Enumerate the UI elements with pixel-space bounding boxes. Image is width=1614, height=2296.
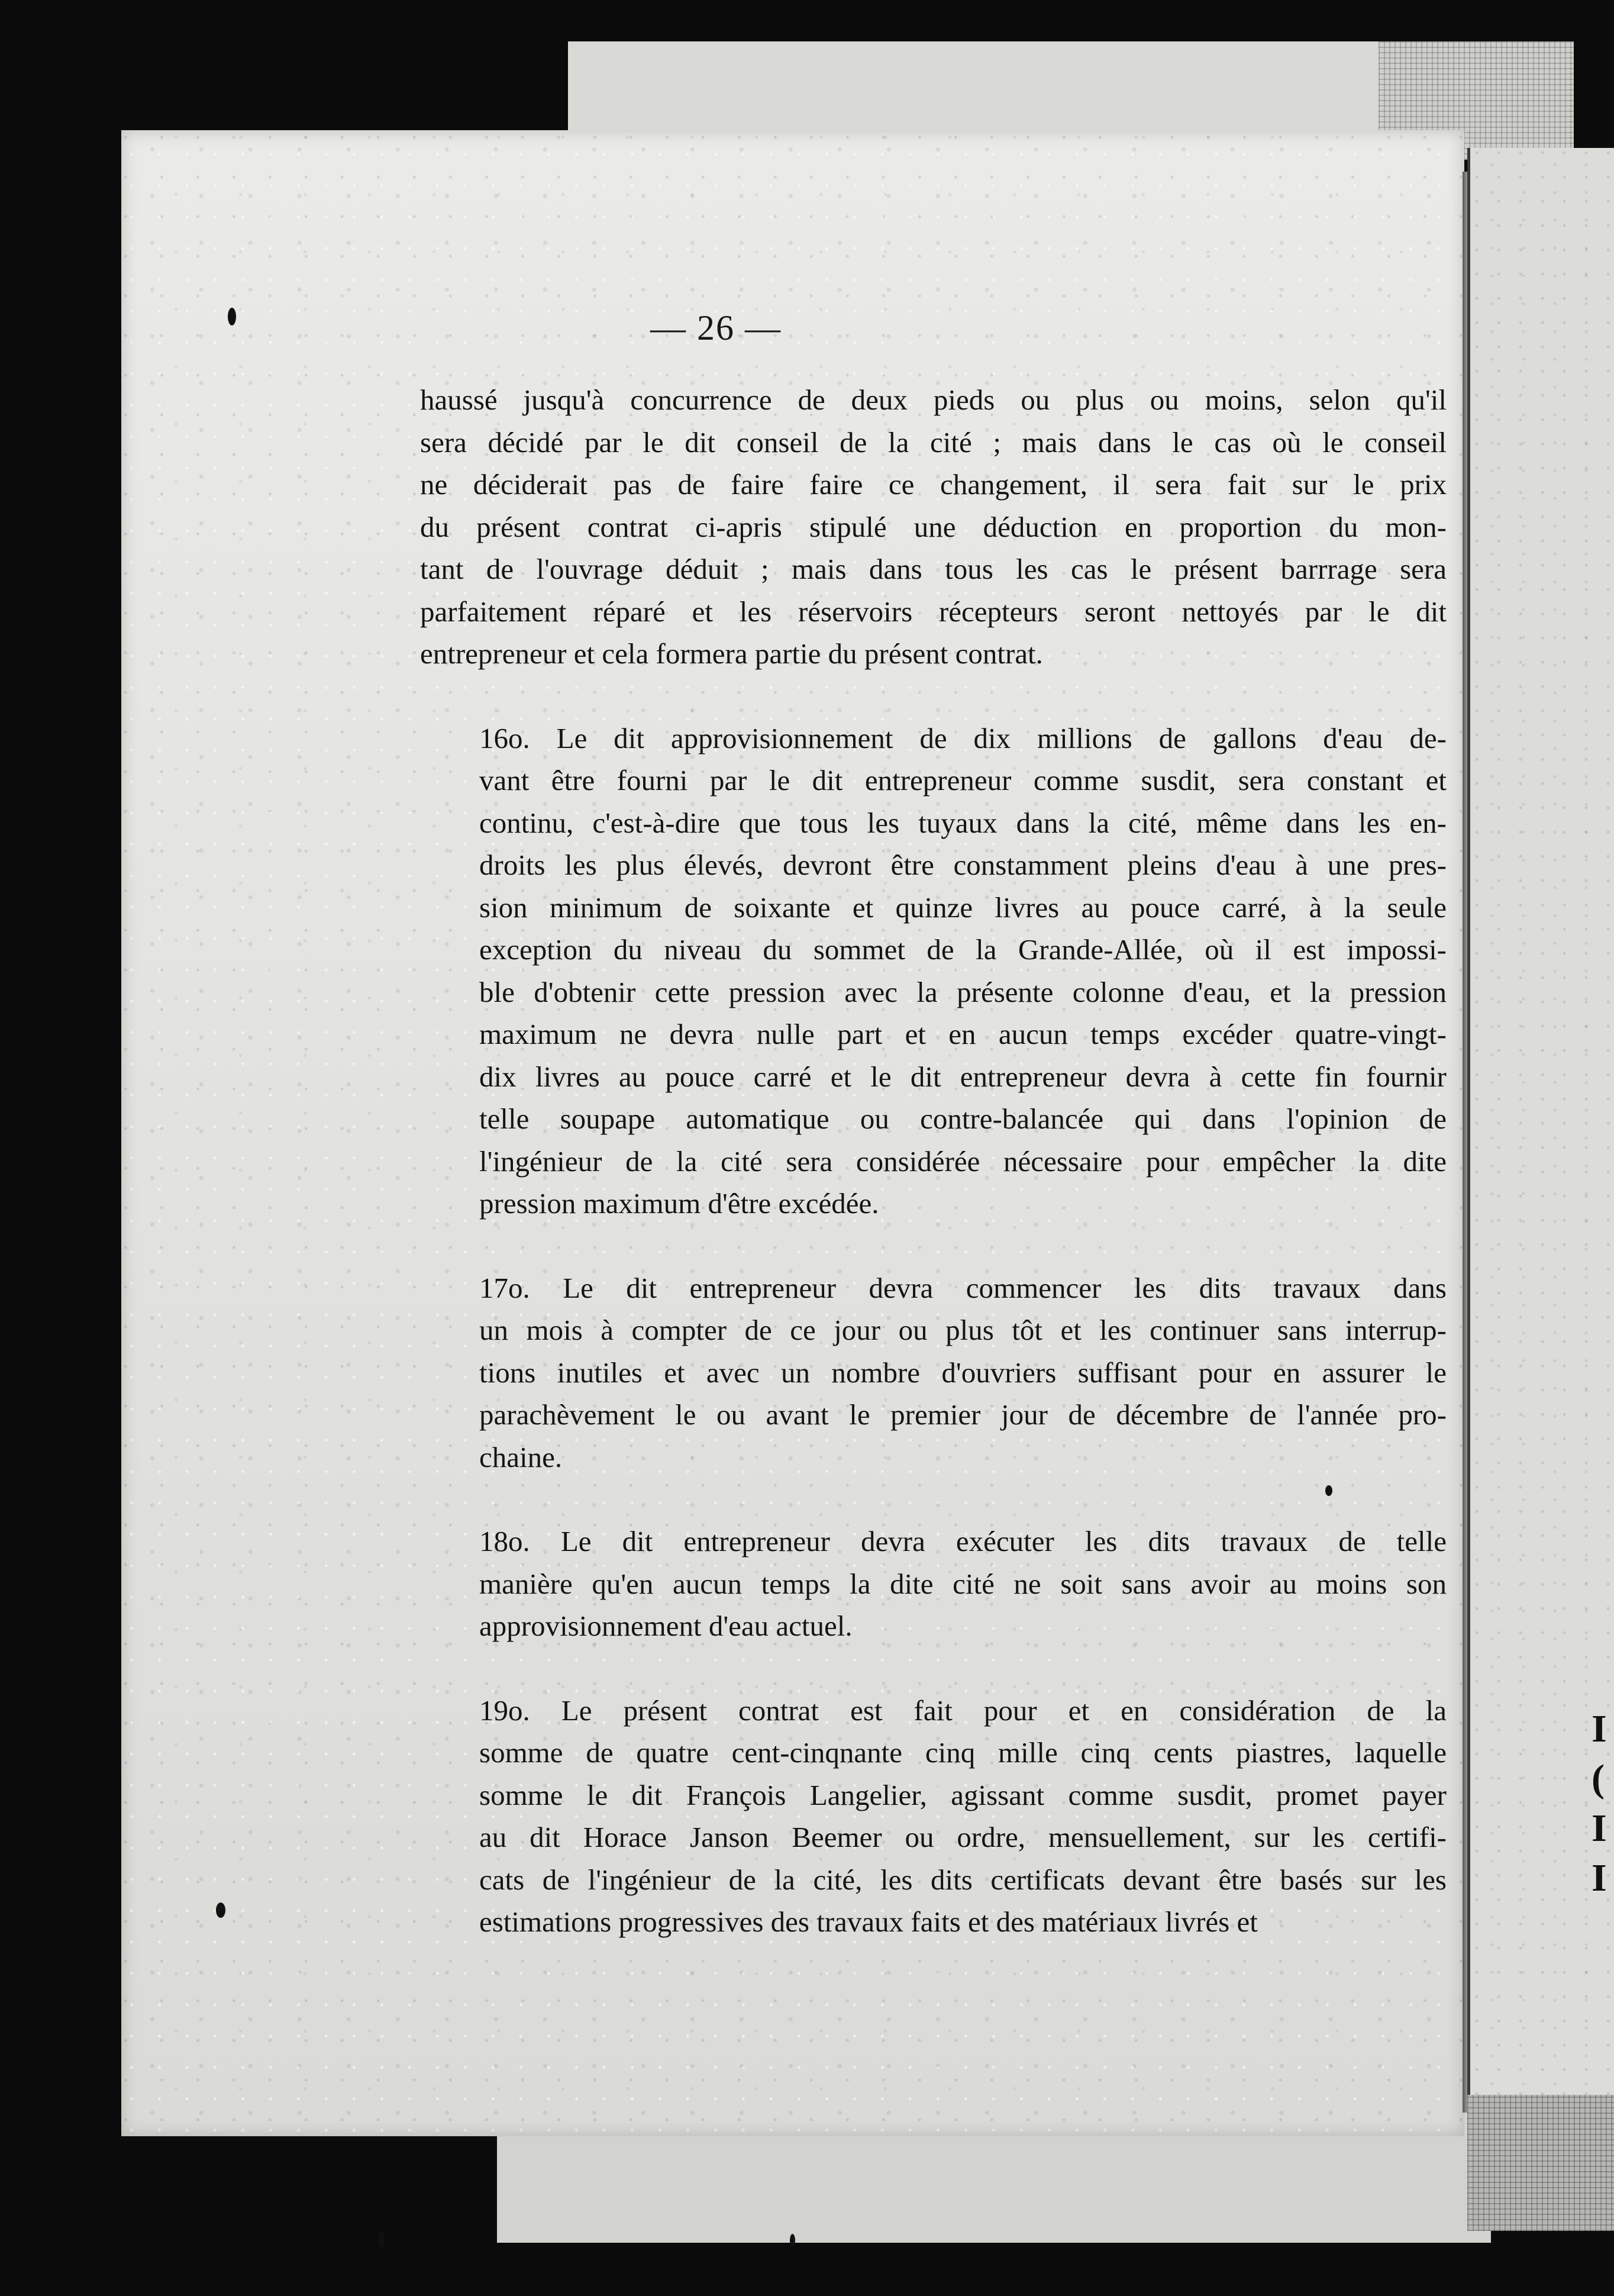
text-line: tant de l'ouvrage déduit ; mais dans tous les cas le présent barrrage sera: [420, 553, 1447, 585]
text-line: haussé jusqu'à concurrence de deux pieds ou plus ou moins, selon qu'il: [420, 383, 1447, 416]
text-line: parachèvement le ou avant le premier jour de décembre de l'année pro-: [479, 1398, 1447, 1431]
text-line: chaine.: [479, 1440, 563, 1473]
text-line: 17o. Le dit entrepreneur devra commencer les dits travaux dans: [479, 1271, 1447, 1304]
text-line: estimations progressives des travaux faits et des matériaux livrés et: [479, 1905, 1258, 1938]
dust-speck: [228, 308, 236, 325]
text-line: 19o. Le présent contrat est fait pour et en considération de la: [479, 1694, 1447, 1727]
text-line: droits les plus élevés, devront être constamment pleins d'eau à une pres-: [479, 849, 1447, 881]
text-line: exception du niveau du sommet de la Grande-Allée, où il est impossi-: [479, 933, 1447, 966]
text-line: parfaitement réparé et les réservoirs récepteurs seront nettoyés par le dit: [420, 595, 1447, 628]
text-line: 18o. Le dit entrepreneur devra exécuter les dits travaux de telle: [479, 1525, 1447, 1557]
text-line: au dit Horace Janson Beemer ou ordre, mensuellement, sur les certifi-: [479, 1821, 1447, 1853]
text-line: dix livres au pouce carré et le dit entrepreneur devra à cette fin fournir: [479, 1060, 1447, 1093]
paragraph-16: [420, 717, 1447, 1225]
paragraph-18: [420, 1520, 1447, 1647]
text-line: continu, c'est-à-dire que tous les tuyaux dans la cité, même dans les en-: [479, 806, 1447, 839]
text-line: somme de quatre cent-cinqnante cinq mille cinq cents piastres, laquelle: [479, 1736, 1447, 1769]
text-line: entrepreneur et cela formera partie du présent contrat.: [420, 637, 1043, 670]
text-line: tions inutiles et avec un nombre d'ouvriers suffisant pour en assurer le: [479, 1356, 1447, 1389]
text-line: somme le dit François Langelier, agissant comme susdit, promet payer: [479, 1778, 1447, 1811]
text-line: sera décidé par le dit conseil de la cité ; mais dans le cas où le conseil: [420, 425, 1447, 459]
dust-speck: [216, 1902, 225, 1918]
text-line: ble d'obtenir cette pression avec la présente colonne d'eau, et la pression: [479, 975, 1447, 1008]
dust-speck: [379, 2231, 385, 2247]
text-line: l'ingénieur de la cité sera considérée nécessaire pour empêcher la dite: [479, 1144, 1447, 1178]
text-line: vant être fourni par le dit entrepreneur comme susdit, sera constant et: [479, 764, 1447, 796]
text-line: maximum ne devra nulle part et en aucun temps excéder quatre-vingt-: [479, 1018, 1447, 1050]
text-line: du présent contrat ci-apris stipulé une déduction en proportion du mon-: [420, 510, 1447, 543]
bottom-gauze-binding: [1467, 2095, 1614, 2231]
fragment-char: I: [1592, 1856, 1607, 1900]
text-line: pression maximum d'être excédée.: [479, 1187, 879, 1220]
text-line: ne déciderait pas de faire faire ce changement, il sera fait sur le prix: [420, 468, 1447, 501]
text-line: approvisionnement d'eau actuel.: [479, 1610, 853, 1642]
adjacent-page-fragment: [1592, 1704, 1614, 1903]
fragment-char: (: [1592, 1757, 1605, 1800]
text-line: un mois à compter de ce jour ou plus tôt et les continuer sans interrup-: [479, 1314, 1447, 1346]
fragment-char: I: [1592, 1807, 1607, 1850]
text-line: cats de l'ingénieur de la cité, les dits certificats devant être basés sur les: [479, 1863, 1447, 1896]
dust-speck: [1325, 1485, 1332, 1496]
document-page: [121, 130, 1464, 2136]
page-spine-edge: [1463, 172, 1467, 2113]
text-line: 16o. Le dit approvisionnement de dix millions de gallons d'eau de-: [479, 721, 1447, 754]
text-line: manière qu'en aucun temps la dite cité ne soit sans avoir au moins son: [479, 1567, 1447, 1600]
paragraph-19: [420, 1689, 1447, 1943]
body-text: [420, 379, 1447, 1943]
text-line: telle soupape automatique ou contre-balancée qui dans l'opinion de: [479, 1102, 1447, 1135]
fragment-char: I: [1592, 1707, 1607, 1750]
paragraph-17: [420, 1267, 1447, 1479]
paragraph-continuation: [420, 379, 1447, 675]
text-line: sion minimum de soixante et quinze livres au pouce carré, à la seule: [479, 891, 1447, 924]
page-number: — 26 —: [650, 308, 782, 347]
dust-speck: [790, 2234, 795, 2247]
